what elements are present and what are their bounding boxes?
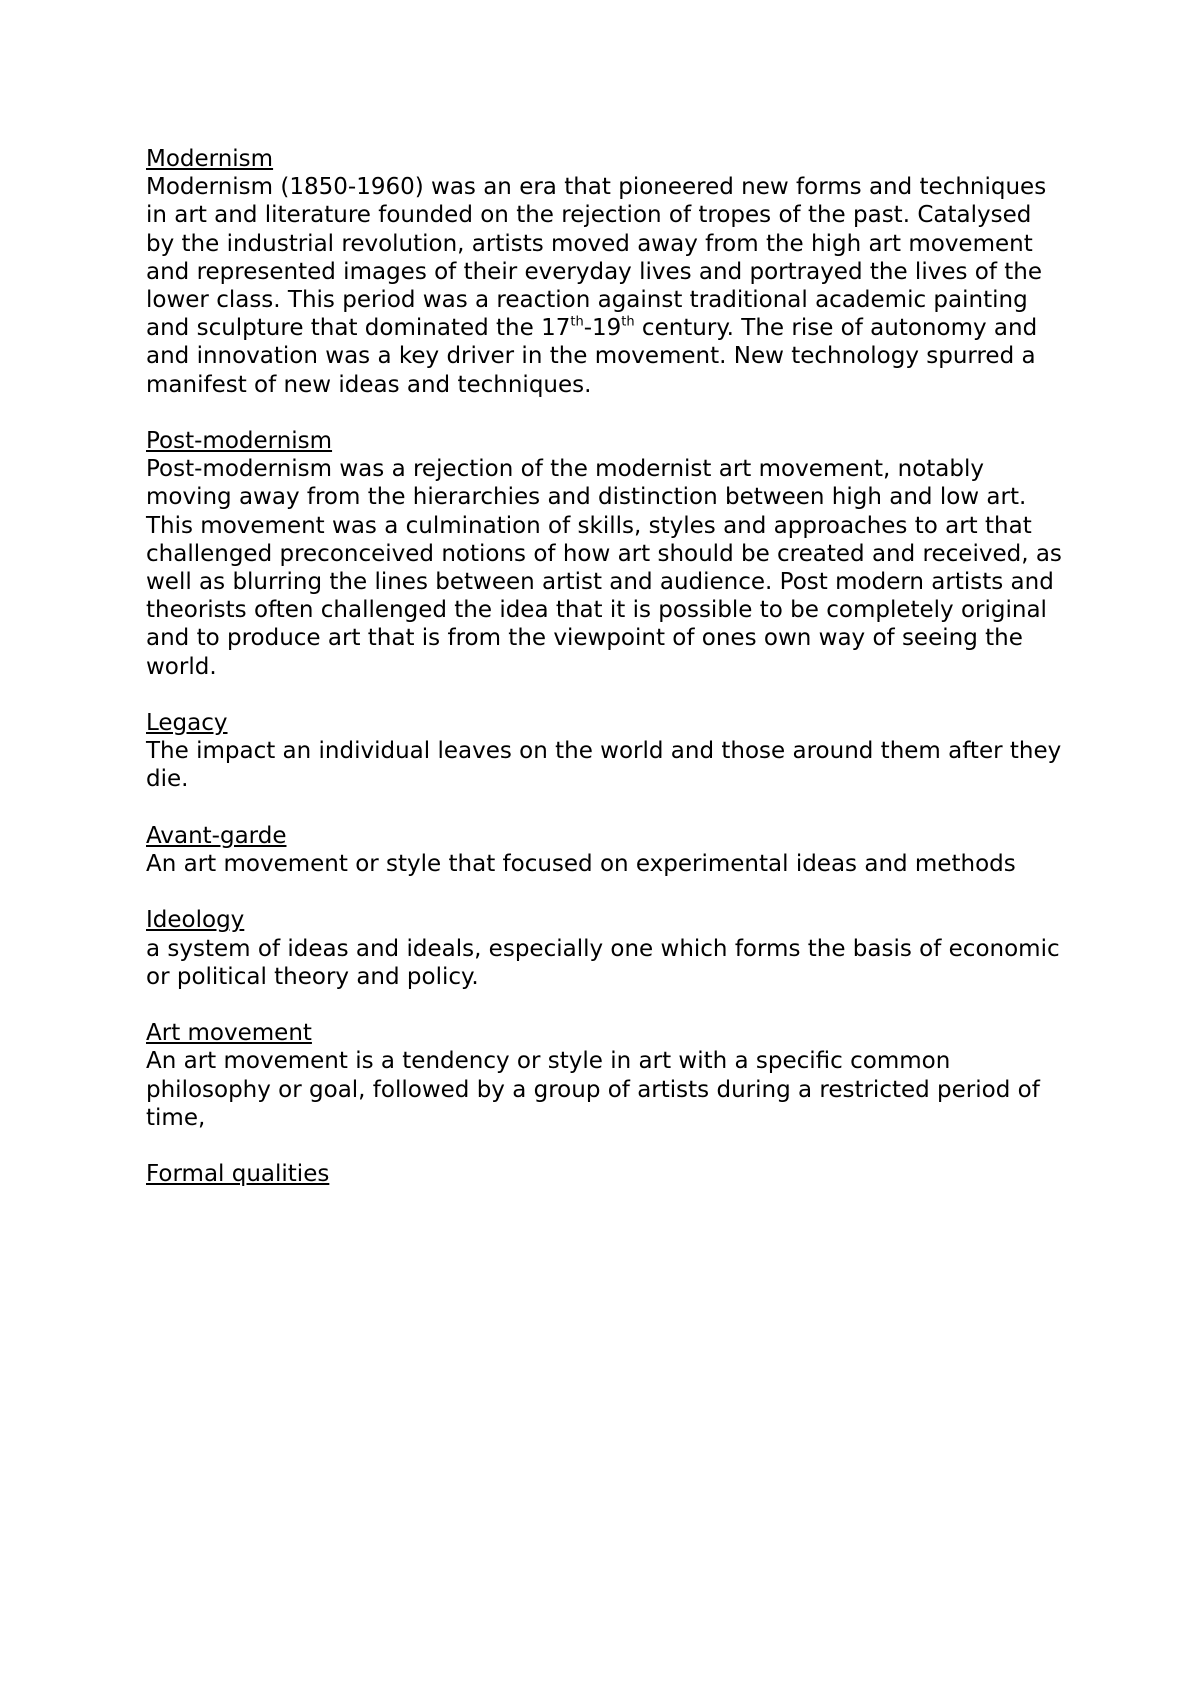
entry-modernism: [146, 145, 1066, 399]
term-heading: Formal qualities: [146, 1161, 330, 1188]
term-heading: Avant-garde: [146, 822, 287, 849]
entry-formal-qualities: [146, 1160, 1066, 1188]
term-definition: The impact an individual leaves on the world and those around them after they die.: [146, 738, 1062, 793]
term-definition: a system of ideas and ideals, especially one which forms the basis of economic or political theory and policy.: [146, 935, 1060, 990]
entry-legacy: [146, 709, 1066, 794]
term-definition: An art movement or style that focused on experimental ideas and methods: [146, 851, 1016, 878]
term-heading: Art movement: [146, 1020, 312, 1047]
term-heading: Ideology: [146, 907, 245, 934]
term-definition: An art movement is a tendency or style in art with a specific common philosophy or goal, followed by a group of artists during a restricted period of time,: [146, 1048, 1040, 1131]
term-heading: Post-modernism: [146, 428, 333, 455]
term-definition: Post-modernism was a rejection of the modernist art movement, notably moving away from the hierarchies and distinction between high and low art. This movement was a culmination of skills, styles and approaches to art that challenged preconceived notions of how art should be created and received, as well as blurring the lines between artist and audience. Post modern artists and theorists often challenged the idea that it is possible to be completely original and to produce art that is from the viewpoint of ones own way of seeing the world.: [146, 456, 1062, 680]
entry-art-movement: [146, 1019, 1066, 1132]
term-heading: Legacy: [146, 710, 228, 737]
term-definition: [146, 173, 1066, 399]
definition-text: century. The rise of autonomy and and innovation was a key driver in the movement. New technology spurred a manifest of new ideas and techniques.: [146, 315, 1038, 398]
superscript-ordinal: th: [570, 314, 584, 330]
entry-ideology: [146, 906, 1066, 991]
entry-avant-garde: [146, 822, 1066, 878]
document-body: [146, 145, 1066, 1217]
definition-text: Modernism (1850-1960) was an era that pioneered new forms and techniques in art and literature founded on the rejection of tropes of the past. Catalysed by the industrial revolution, artists moved away from the high art movement and represented images of their everyday lives and portrayed the lives of the lower class. This period was a reaction against traditional academic painting and sculpture that dominated the 17: [146, 174, 1047, 342]
term-heading: Modernism: [146, 146, 274, 172]
superscript-ordinal: th: [621, 314, 635, 330]
entry-post-modernism: [146, 427, 1066, 681]
definition-text: -19: [583, 315, 622, 342]
